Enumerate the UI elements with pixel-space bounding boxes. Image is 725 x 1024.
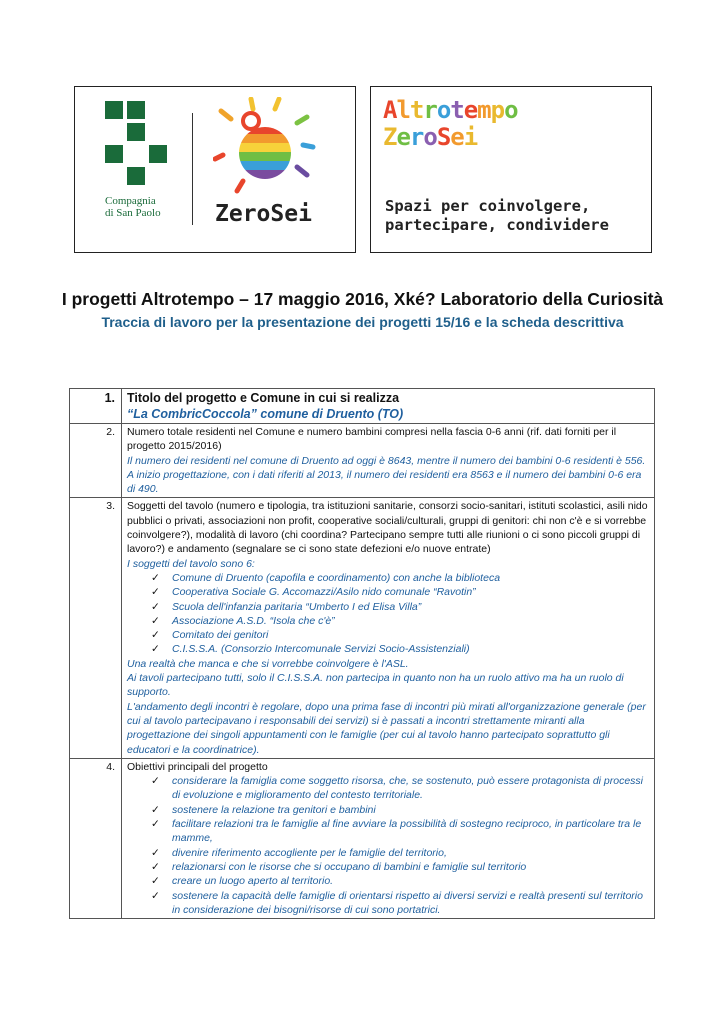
section-2-answer-2: A inizio progettazione, con i dati riferiti al 2013, il numero dei residenti era 8563 e il numero dei bambini 0-6 era di 490. <box>127 468 642 496</box>
altrotempo-line2: ZeroSei <box>383 123 478 151</box>
page-subtitle: Traccia di lavoro per la presentazione dei progetti 15/16 e la scheda descrittiva <box>101 314 624 330</box>
list-item: ✓ Comune di Druento (capofila e coordinamento) con anche la biblioteca <box>151 571 501 584</box>
checkmark-icon: ✓ <box>151 629 160 642</box>
section-3-list <box>127 571 648 657</box>
list-item: ✓ relazionarsi con le risorse che si occupano di bambini e famiglie sul territorio <box>151 860 527 873</box>
list-item: ✓ Cooperativa Sociale G. Accomazzi/Asilo nido comunale “Ravotin” <box>151 586 476 599</box>
logo-divider <box>192 113 193 225</box>
project-form-table <box>69 388 655 919</box>
checkmark-icon: ✓ <box>151 775 160 788</box>
section-number: 4. <box>70 758 122 918</box>
section-3-intro: I soggetti del tavolo sono 6: <box>127 557 255 570</box>
checkmark-icon: ✓ <box>151 614 160 627</box>
section-3-row <box>70 498 655 758</box>
altrotempo-wordmark <box>383 97 518 151</box>
section-4-row <box>70 758 655 918</box>
zerosei-sun-icon <box>213 97 323 197</box>
compagnia-san-paolo-name: Compagnia di San Paolo <box>105 195 161 219</box>
list-item: ✓ sostenere la capacità delle famiglie di orientarsi rispetto ai diversi servizi e realtà presenti sul territorio in considerazione dei bisogni/risorse di cui sono portatrici. <box>151 889 643 916</box>
section-3-question: Soggetti del tavolo (numero e tipologia, tra istituzioni sanitarie, consorzi socio-sanitari, istituti scolastici, asili nido pubblici o privati, associazioni non profit, cooperative sociali/culturali, gruppi di genitori: chi non c'è e si vorrebbe coinvolgere?), modalità di lavoro (chi coordina? Partecipano sempre tutti alle riunioni o ci sono piccoli gruppi di lavoro?) e andamento (segnalare se ci sono state defezioni e/o nuove entrate) <box>127 500 648 556</box>
list-item: ✓ Scuola dell'infanzia paritaria “Umberto I ed Elisa Villa” <box>151 600 422 613</box>
section-4-question: Obiettivi principali del progetto <box>127 760 268 773</box>
compagnia-san-paolo-logo-icon <box>105 101 185 201</box>
checkmark-icon: ✓ <box>151 889 160 902</box>
section-3-note-1: Una realtà che manca e che si vorrebbe coinvolgere è l'ASL. <box>127 657 409 670</box>
section-2-row <box>70 424 655 498</box>
zerosei-wordmark: ZeroSei <box>215 201 312 227</box>
list-item: ✓ facilitare relazioni tra le famiglie al fine avviare la possibilità di sostegno reciproco, in particolare tra le mamme, <box>151 818 642 845</box>
section-number: 1. <box>70 389 122 424</box>
section-3-note-2: Ai tavoli partecipano tutti, solo il C.I.S.S.A. non partecipa in quanto non ha un ruolo attivo ma ha un ruolo di supporto. <box>127 672 624 699</box>
checkmark-icon: ✓ <box>151 643 160 656</box>
list-item: ✓ creare un luogo aperto al territorio. <box>151 875 334 888</box>
section-number: 2. <box>70 424 122 498</box>
page-title: I progetti Altrotempo – 17 maggio 2016, Xké? Laboratorio della Curiosità <box>61 289 664 309</box>
altrotempo-tagline: Spazi per coinvolgere, partecipare, condividere <box>385 197 609 234</box>
list-item: ✓ C.I.S.S.A. (Consorzio Intercomunale Servizi Socio-Assistenziali) <box>151 643 470 656</box>
checkmark-icon: ✓ <box>151 600 160 613</box>
list-item: ✓ considerare la famiglia come soggetto risorsa, che, se sostenuto, può essere protagonista di processi di evoluzione e miglioramento del contesto territoriale. <box>151 775 644 802</box>
list-item: ✓ divenire riferimento accogliente per le famiglie del territorio, <box>151 846 447 859</box>
checkmark-icon: ✓ <box>151 803 160 816</box>
section-number: 3. <box>70 498 122 758</box>
checkmark-icon: ✓ <box>151 586 160 599</box>
checkmark-icon: ✓ <box>151 846 160 859</box>
section-1-title: Titolo del progetto e Comune in cui si realizza <box>127 391 400 405</box>
section-4-list <box>127 774 648 917</box>
checkmark-icon: ✓ <box>151 571 160 584</box>
section-2-answer-1: Il numero dei residenti nel comune di Druento ad oggi è 8643, mentre il numero dei bambini 0-6 residenti è 556. <box>127 454 646 467</box>
checkmark-icon: ✓ <box>151 860 160 873</box>
altrotempo-logo-box <box>370 86 652 253</box>
list-item: ✓ Comitato dei genitori <box>151 629 269 642</box>
section-1-answer: “La CombricCoccola” comune di Druento (TO) <box>127 407 404 421</box>
checkmark-icon: ✓ <box>151 875 160 888</box>
section-1-row <box>70 389 655 424</box>
checkmark-icon: ✓ <box>151 818 160 831</box>
altrotempo-line1: Altrotempo <box>383 96 518 124</box>
list-item: ✓ sostenere la relazione tra genitori e bambini <box>151 803 376 816</box>
section-3-note-3: L'andamento degli incontri è regolare, dopo una prima fase di incontri più mirati all'organizzazione generale (per cui al tavolo partecipavano i responsabili dei servizi) si è passati a incontri strettamente miranti alla progettazione dei singoli appuntamenti con le famiglie (per cui al tavolo hanno partecipato soprattutto gli educatori e la coordinatrice). <box>127 700 646 756</box>
list-item: ✓ Associazione A.S.D. “Isola che c'è” <box>151 614 335 627</box>
section-2-question: Numero totale residenti nel Comune e numero bambini compresi nella fascia 0-6 anni (rif. dati forniti per il progetto 2015/2016) <box>127 426 617 453</box>
compagnia-zerosei-logo-box <box>74 86 356 253</box>
